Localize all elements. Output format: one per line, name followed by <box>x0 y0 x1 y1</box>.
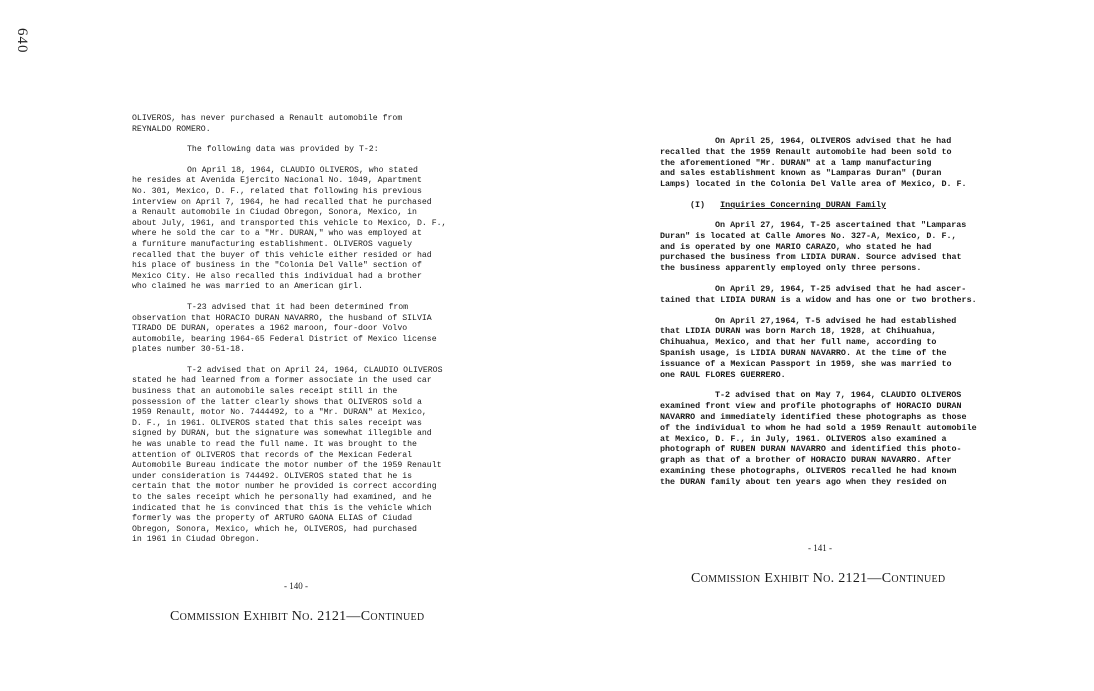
left-paragraph-5: T-2 advised that on April 24, 1964, CLAUDIO OLIVEROS stated he had learned from a former associate in the used car business that an automobile sales receipt still in the possession of the latter clearly shows that OLIVEROS sold a 1959 Renault, motor No. 7444492, to a "Mr. DURAN" at Mexico, D. F., in 1961. OLIVEROS stated that this sales receipt was signed by DURAN, but the signature was somewhat illegible and he was unable to read the full name. It was brought to the attention of OLIVEROS that records of the Mexican Federal Automobile Bureau indicate the motor number of the 1959 Renault under consideration is 744492. OLIVEROS stated that he is certain that the motor number he provided is correct according to the sales receipt which he personally had examined, and he indicated that he is convinced that this is the vehicle which formerly was the property of ARTURO GAONA ELIAS of Ciudad Obregon, Sonora, Mexico, which he, OLIVEROS, had purchased in 1961 in Ciudad Obregon. <box>132 365 443 545</box>
section-title: Inquiries Concerning DURAN Family <box>720 199 887 210</box>
right-paragraph-1: On April 25, 1964, OLIVEROS advised that he had recalled that the 1959 Renault automobile had been sold to the aforementioned "Mr. DURAN" at a lamp manufacturing and sales establishment known as "Lamparas Duran" (Duran Lamps) located in the Colonia Del Valle area of Mexico, D. F. <box>660 136 967 190</box>
left-page-number: - 140 - <box>284 581 308 591</box>
right-caption: Commission Exhibit No. 2121—Continued <box>691 571 946 586</box>
section-marker: (I) <box>690 199 706 210</box>
left-page <box>132 114 542 556</box>
right-paragraph-4: On April 27,1964, T-5 advised he had established that LIDIA DURAN was born March 18, 1928, at Chihuahua, Chihuahua, Mexico, and that her full name, according to Spanish usage, is LIDIA DURAN NAVARRO. At the time of the issuance of a Mexican Passport in 1959, she was married to one RAUL FLORES GUERRERO. <box>660 315 957 380</box>
right-page-number: - 141 - <box>808 543 832 553</box>
left-caption: Commission Exhibit No. 2121—Continued <box>170 609 425 624</box>
left-paragraph-4: T-23 advised that it had been determined from observation that HORACIO DURAN NAVARRO, the husband of SILVIA TIRADO DE DURAN, operates a 1962 maroon, four-door Volvo automobile, bearing 1964-65 Federal District of Mexico license plates number 30-51-18. <box>132 302 437 355</box>
right-paragraph-2: On April 27, 1964, T-25 ascertained that "Lamparas Duran" is located at Calle Amores No. 327-A, Mexico, D. F., and is operated by one MARIO CARAZO, who stated he had purchased the business from LIDIA DURAN. Source advised that the business apparently employed only three persons. <box>660 219 967 274</box>
margin-page-number: 640 <box>14 28 30 54</box>
left-paragraph-1: OLIVEROS, has never purchased a Renault automobile from REYNALDO ROMERO. <box>132 114 403 134</box>
section-heading <box>690 200 1026 210</box>
right-paragraph-5: T-2 advised that on May 7, 1964, CLAUDIO OLIVEROS examined front view and profile photographs of HORACIO DURAN NAVARRO and immediately identified these photographs as those of the individual to whom he had sold a 1959 Renault automobile at Mexico, D. F., in July, 1961. OLIVEROS also examined a photograph of RUBEN DURAN NAVARRO and identified this photo- graph as that of a brother of HORACIO DURAN NAVARRO. After examining these photographs, OLIVEROS recalled he had known the DURAN family about ten years ago when they resided on <box>660 390 977 487</box>
left-paragraph-3: On April 18, 1964, CLAUDIO OLIVEROS, who stated he resides at Avenida Ejercito Nacional No. 1049, Apartment No. 301, Mexico, D. F., related that following his previous interview on April 7, 1964, he had recalled that he purchased a Renault automobile in Ciudad Obregon, Sonora, Mexico, in about July, 1961, and transported this vehicle to Mexico, D. F., where he sold the car to a "Mr. DURAN," who was employed at a furniture manufacturing establishment. OLIVEROS vaguely recalled that the buyer of this vehicle either resided or had his place of business in the "Colonia Del Valle" section of Mexico City. He also recalled this individual had a brother who claimed he was married to an American girl. <box>132 165 447 292</box>
left-paragraph-2: The following data was provided by T-2: <box>187 145 379 155</box>
right-paragraph-3: On April 29, 1964, T-25 advised that he had ascer- tained that LIDIA DURAN is a widow and has one or two brothers. <box>660 283 977 305</box>
right-page <box>660 136 1026 498</box>
